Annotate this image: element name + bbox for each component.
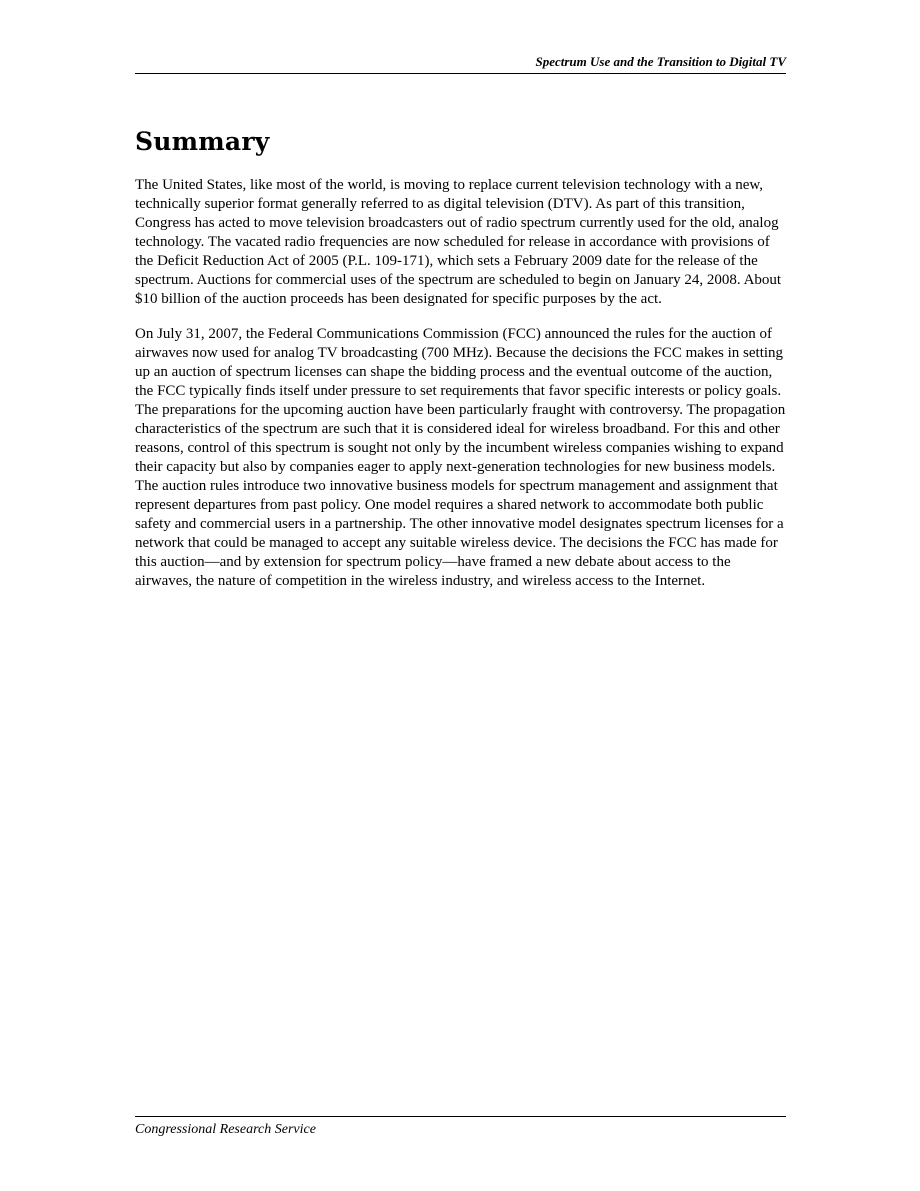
running-title: Spectrum Use and the Transition to Digital TV xyxy=(535,54,786,69)
summary-heading: Summary xyxy=(135,127,270,156)
page-content xyxy=(135,122,786,591)
footer-organization: Congressional Research Service xyxy=(135,1122,316,1137)
summary-paragraph-2: On July 31, 2007, the Federal Communications Commission (FCC) announced the rules for the auction of airwaves now used for analog TV broadcasting (700 MHz). Because the decisions the FCC makes in setting up an auction of spectrum licenses can shape the bidding process and the eventual outcome of the auction, the FCC typically finds itself under pressure to set requirements that favor specific interests or policy goals. The preparations for the upcoming auction have been particularly fraught with controversy. The propagation characteristics of the spectrum are such that it is considered ideal for wireless broadband. For this and other reasons, control of this spectrum is sought not only by the incumbent wireless companies wishing to expand their capacity but also by companies eager to apply next-generation technologies for new business models. The auction rules introduce two innovative business models for spectrum management and assignment that represent departures from past policy. One model requires a shared network to accommodate both public safety and commercial users in a partnership. The other innovative model designates spectrum licenses for a network that could be managed to accept any suitable wireless device. The decisions the FCC has made for this auction—and by extension for spectrum policy—have framed a new debate about access to the airwaves, the nature of competition in the wireless industry, and wireless access to the Internet. xyxy=(135,326,786,589)
summary-paragraph-1: The United States, like most of the world, is moving to replace current television technology with a new, technically superior format generally referred to as digital television (DTV). As part of this transition, Congress has acted to move television broadcasters out of radio spectrum currently used for the old, analog technology. The vacated radio frequencies are now scheduled for release in accordance with provisions of the Deficit Reduction Act of 2005 (P.L. 109-171), which sets a February 2009 date for the release of the spectrum. Auctions for commercial uses of the spectrum are scheduled to begin on January 24, 2008. About $10 billion of the auction proceeds has been designated for specific purposes by the act. xyxy=(135,177,782,307)
page-header xyxy=(135,55,786,74)
page-footer xyxy=(135,1116,786,1139)
